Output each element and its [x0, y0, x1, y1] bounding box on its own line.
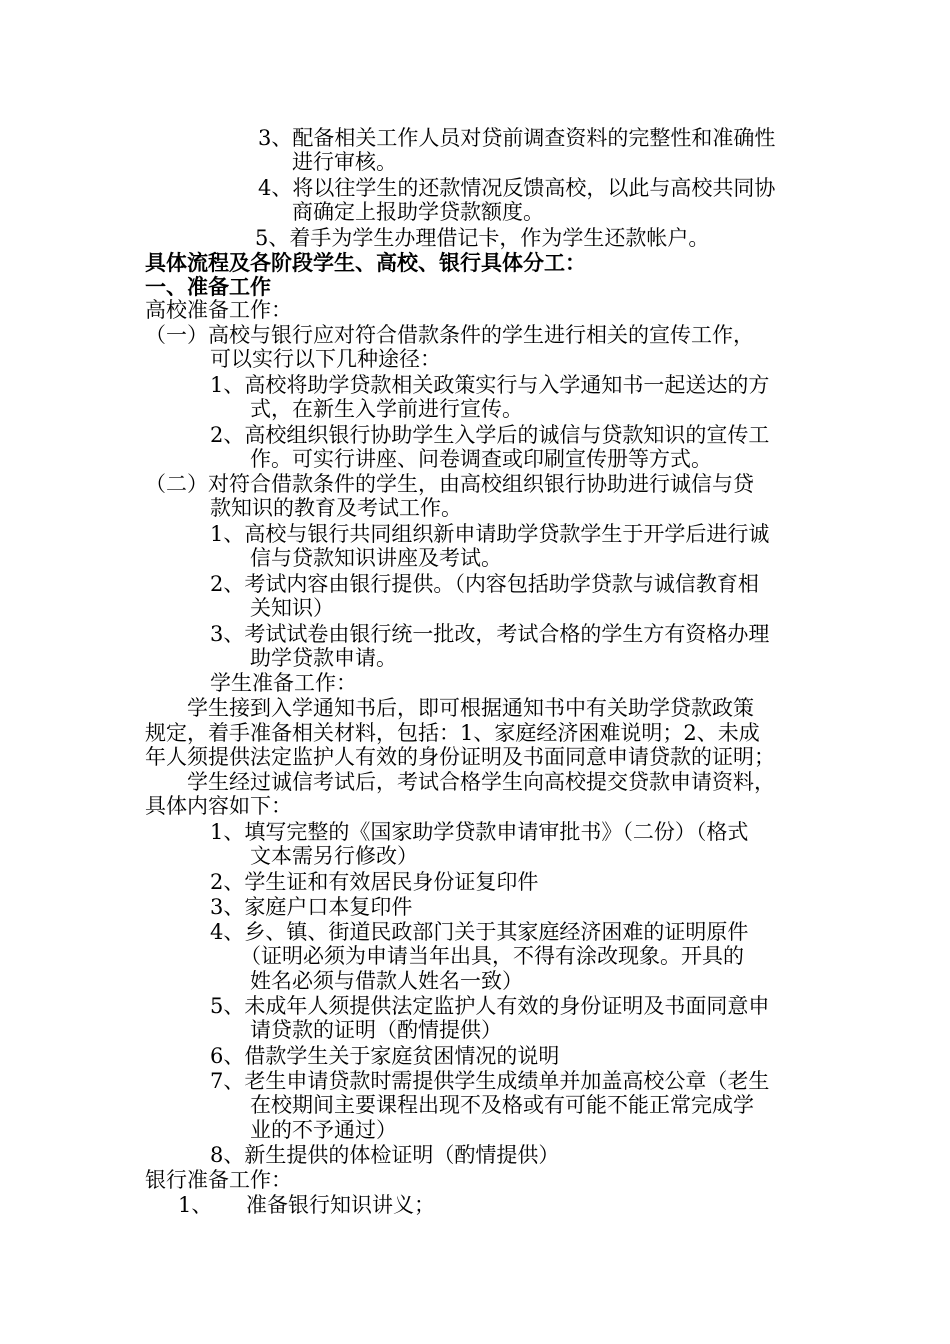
- subsection-label: 银行准备工作：: [145, 1168, 292, 1192]
- list-number: 1、: [178, 1193, 213, 1217]
- text-line: 5、着手为学生办理借记卡，作为学生还款帐户。: [255, 226, 710, 250]
- text-line: 助学贷款申请。: [250, 646, 397, 670]
- text-line: 请贷款的证明（酌情提供）: [250, 1018, 502, 1042]
- text-line: （二）对符合借款条件的学生，由高校组织银行协助进行诚信与贷: [145, 472, 754, 496]
- text-line: 具体内容如下：: [145, 794, 292, 818]
- text-line: 进行审核。: [292, 150, 397, 174]
- text-line: 3、家庭户口本复印件: [210, 895, 413, 919]
- text-line: 准备银行知识讲义；: [246, 1193, 435, 1217]
- text-line: 式，在新生入学前进行宣传。: [250, 397, 523, 421]
- text-line: 规定，着手准备相关材料，包括：1、家庭经济困难说明；2、未成: [145, 721, 760, 745]
- text-line: 学生接到入学通知书后，即可根据通知书中有关助学贷款政策: [187, 696, 754, 720]
- text-line: 1、高校将助学贷款相关政策实行与入学通知书一起送达的方: [210, 373, 770, 397]
- section-heading: 具体流程及各阶段学生、高校、银行具体分工：: [145, 250, 586, 275]
- text-line: 姓名必须与借款人姓名一致）: [250, 969, 523, 993]
- text-line: 2、高校组织银行协助学生入学后的诚信与贷款知识的宣传工: [210, 423, 770, 447]
- text-line: 3、考试试卷由银行统一批改，考试合格的学生方有资格办理: [210, 622, 770, 646]
- text-line: 3、配备相关工作人员对贷前调查资料的完整性和准确性: [258, 126, 776, 150]
- text-line: 关知识）: [250, 596, 334, 620]
- text-line: 4、将以往学生的还款情况反馈高校，以此与高校共同协: [258, 176, 776, 200]
- text-line: 文本需另行修改）: [250, 844, 418, 868]
- text-line: 业的不予通过）: [250, 1118, 397, 1142]
- text-line: 2、学生证和有效居民身份证复印件: [210, 870, 539, 894]
- text-line: 1、高校与银行共同组织新申请助学贷款学生于开学后进行诚: [210, 522, 770, 546]
- text-line: 5、未成年人须提供法定监护人有效的身份证明及书面同意申: [210, 994, 770, 1018]
- text-line: 年人须提供法定监护人有效的身份证明及书面同意申请贷款的证明；: [145, 745, 775, 769]
- text-line: 学生经过诚信考试后，考试合格学生向高校提交贷款申请资料，: [187, 770, 775, 794]
- text-line: （证明必须为申请当年出具，不得有涂改现象。开具的: [240, 944, 744, 968]
- text-line: 7、老生申请贷款时需提供学生成绩单并加盖高校公章（老生: [210, 1069, 770, 1093]
- text-line: 6、借款学生关于家庭贫困情况的说明: [210, 1044, 560, 1068]
- text-line: 作。可实行讲座、问卷调查或印刷宣传册等方式。: [250, 447, 712, 471]
- text-line: 款知识的教育及考试工作。: [210, 496, 462, 520]
- text-line: 商确定上报助学贷款额度。: [292, 200, 544, 224]
- text-line: （一）高校与银行应对符合借款条件的学生进行相关的宣传工作，: [145, 323, 754, 347]
- text-line: 8、新生提供的体检证明（酌情提供）: [210, 1143, 560, 1167]
- text-line: 信与贷款知识讲座及考试。: [250, 546, 502, 570]
- text-line: 2、考试内容由银行提供。（内容包括助学贷款与诚信教育相: [210, 572, 759, 596]
- section-heading: 一、准备工作: [145, 274, 271, 299]
- text-line: 可以实行以下几种途径：: [210, 347, 441, 371]
- subsection-label: 高校准备工作：: [145, 298, 292, 322]
- text-line: 在校期间主要课程出现不及格或有可能不能正常完成学: [250, 1093, 754, 1117]
- subsection-label: 学生准备工作：: [210, 671, 357, 695]
- text-line: 1、填写完整的《国家助学贷款申请审批书》（二份）（格式: [210, 820, 749, 844]
- text-line: 4、乡、镇、街道民政部门关于其家庭经济困难的证明原件: [210, 920, 749, 944]
